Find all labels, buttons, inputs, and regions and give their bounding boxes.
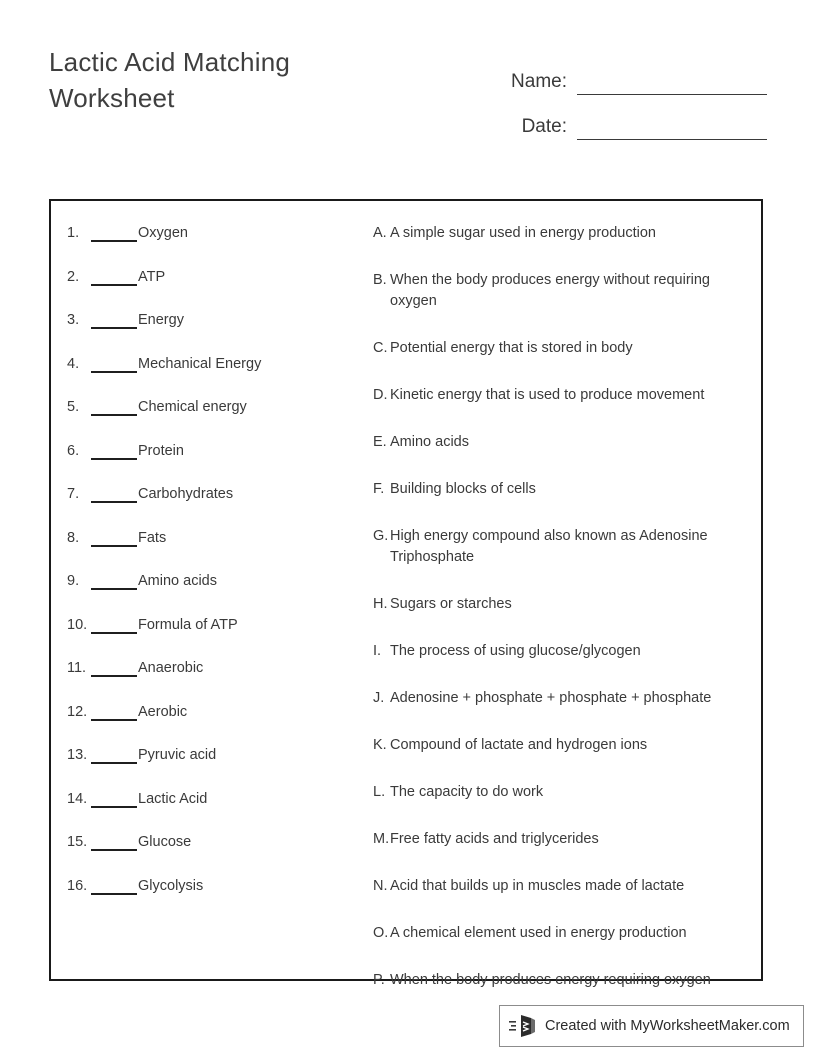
answer-letter: N. xyxy=(373,878,388,894)
term-number: 11. xyxy=(67,660,87,676)
list-item xyxy=(373,432,747,453)
term-label: Mechanical Energy xyxy=(138,355,262,372)
term-number: 12. xyxy=(67,703,88,720)
list-item xyxy=(373,594,747,615)
term-number: 2. xyxy=(67,268,80,285)
term-label: Oxygen xyxy=(138,225,188,241)
answer-letter: K. xyxy=(373,737,387,753)
list-item xyxy=(373,338,747,359)
term-number: 14. xyxy=(67,790,88,807)
list-item xyxy=(373,385,747,406)
answer-letter: C. xyxy=(373,340,388,356)
term-answer-blank[interactable] xyxy=(91,267,137,286)
term-label: Protein xyxy=(138,442,184,459)
answer-text: Adenosine + phosphate + phosphate + phosphate xyxy=(390,690,712,706)
answers-column xyxy=(369,223,747,988)
answer-text: Compound of lactate and hydrogen ions xyxy=(390,737,648,753)
matching-columns xyxy=(51,201,761,988)
term-label: Chemical energy xyxy=(138,399,247,415)
term-number: 4. xyxy=(67,355,80,372)
term-answer-blank[interactable] xyxy=(91,397,137,416)
term-number: 1. xyxy=(67,225,80,241)
term-number: 5. xyxy=(67,399,80,415)
answer-letter: J. xyxy=(373,690,385,706)
answer-text: When the body produces energy requiring oxygen xyxy=(390,972,711,988)
page-title: Lactic Acid Matching Worksheet xyxy=(49,47,291,113)
name-field-row xyxy=(467,50,767,95)
answer-text: A simple sugar used in energy production xyxy=(390,225,656,241)
answer-text: A chemical element used in energy production xyxy=(390,925,687,941)
term-label: Formula of ATP xyxy=(138,616,238,633)
list-item xyxy=(67,354,369,375)
term-answer-blank[interactable] xyxy=(91,789,137,808)
list-item xyxy=(67,267,369,288)
answer-text: Kinetic energy that is used to produce movement xyxy=(390,387,705,403)
list-item xyxy=(373,782,747,803)
term-label: Glycolysis xyxy=(138,877,204,894)
date-field-label: Date: xyxy=(521,116,567,137)
worksheet-header xyxy=(0,0,816,185)
term-label: Fats xyxy=(138,529,167,546)
term-answer-blank[interactable] xyxy=(91,876,137,895)
term-label: Aerobic xyxy=(138,703,188,720)
answer-letter: E. xyxy=(373,434,387,450)
term-number: 9. xyxy=(67,573,80,589)
answer-text: The process of using glucose/glycogen xyxy=(390,643,641,659)
name-date-fields xyxy=(467,50,767,140)
term-number: 13. xyxy=(67,747,88,763)
list-item xyxy=(373,641,747,662)
list-item xyxy=(67,223,369,244)
term-number: 6. xyxy=(67,442,80,459)
date-field-row xyxy=(467,95,767,140)
answer-text: Potential energy that is stored in body xyxy=(390,340,633,356)
answer-text: When the body produces energy without requiring oxygen xyxy=(390,272,710,309)
term-label: Energy xyxy=(138,312,184,328)
terms-column xyxy=(65,223,369,969)
list-item xyxy=(67,484,369,505)
answer-text: Acid that builds up in muscles made of lactate xyxy=(390,878,685,894)
term-number: 7. xyxy=(67,486,80,502)
list-item xyxy=(67,615,369,636)
created-with-badge[interactable] xyxy=(499,1005,804,1047)
name-input-line[interactable] xyxy=(577,72,767,95)
list-item xyxy=(373,526,747,568)
term-answer-blank[interactable] xyxy=(91,615,137,634)
answer-letter: B. xyxy=(373,272,387,288)
list-item xyxy=(373,735,747,756)
term-label: Glucose xyxy=(138,834,192,850)
answer-letter: M. xyxy=(373,831,390,847)
term-label: Lactic Acid xyxy=(138,790,208,807)
term-label: Carbohydrates xyxy=(138,486,234,502)
term-number: 10. xyxy=(67,616,88,633)
list-item xyxy=(373,970,747,991)
term-answer-blank[interactable] xyxy=(91,832,137,851)
answer-letter: P. xyxy=(373,972,385,988)
list-item xyxy=(67,441,369,462)
term-answer-blank[interactable] xyxy=(91,571,137,590)
list-item xyxy=(373,829,747,850)
name-field-label: Name: xyxy=(511,71,567,92)
list-item xyxy=(67,789,369,810)
list-item xyxy=(373,923,747,944)
term-answer-blank[interactable] xyxy=(91,484,137,503)
list-item xyxy=(67,832,369,853)
answer-letter: A. xyxy=(373,225,387,241)
list-item xyxy=(373,270,747,312)
list-item xyxy=(67,658,369,679)
term-answer-blank[interactable] xyxy=(91,702,137,721)
term-answer-blank[interactable] xyxy=(91,354,137,373)
term-answer-blank[interactable] xyxy=(91,441,137,460)
date-input-line[interactable] xyxy=(577,117,767,140)
term-answer-blank[interactable] xyxy=(91,528,137,547)
list-item xyxy=(373,223,747,244)
term-number: 16. xyxy=(67,877,88,894)
answer-text: Free fatty acids and triglycerides xyxy=(390,831,599,847)
list-item xyxy=(373,479,747,500)
answer-letter: I. xyxy=(373,643,382,659)
answer-text: High energy compound also known as Adenosine Triphosphate xyxy=(390,528,708,565)
matching-exercise-box xyxy=(49,199,763,988)
badge-label: Created with MyWorksheetMaker.com xyxy=(545,1018,790,1034)
list-item xyxy=(67,745,369,766)
list-item xyxy=(67,876,369,897)
answer-letter: H. xyxy=(373,596,388,612)
list-item xyxy=(67,702,369,723)
term-answer-blank[interactable] xyxy=(91,310,137,329)
term-number: 15. xyxy=(67,834,88,850)
term-label: Pyruvic acid xyxy=(138,747,217,763)
list-item xyxy=(373,876,747,897)
worksheet-maker-logo-icon xyxy=(509,1013,539,1039)
term-answer-blank[interactable] xyxy=(91,223,137,242)
answer-letter: G. xyxy=(373,528,389,544)
answer-text: Building blocks of cells xyxy=(390,481,536,497)
term-label: ATP xyxy=(138,268,166,285)
answer-text: Amino acids xyxy=(390,434,469,450)
list-item xyxy=(67,310,369,331)
answer-letter: O. xyxy=(373,925,389,941)
list-item xyxy=(67,397,369,418)
answer-letter: D. xyxy=(373,387,388,403)
list-item xyxy=(67,571,369,592)
answer-text: Sugars or starches xyxy=(390,596,512,612)
list-item xyxy=(67,528,369,549)
term-number: 3. xyxy=(67,312,80,328)
term-number: 8. xyxy=(67,529,80,546)
term-label: Amino acids xyxy=(138,573,217,589)
answer-letter: F. xyxy=(373,481,385,497)
list-item xyxy=(373,688,747,709)
answer-letter: L. xyxy=(373,784,386,800)
term-answer-blank[interactable] xyxy=(91,745,137,764)
term-answer-blank[interactable] xyxy=(91,658,137,677)
term-label: Anaerobic xyxy=(138,660,204,676)
answer-text: The capacity to do work xyxy=(390,784,544,800)
